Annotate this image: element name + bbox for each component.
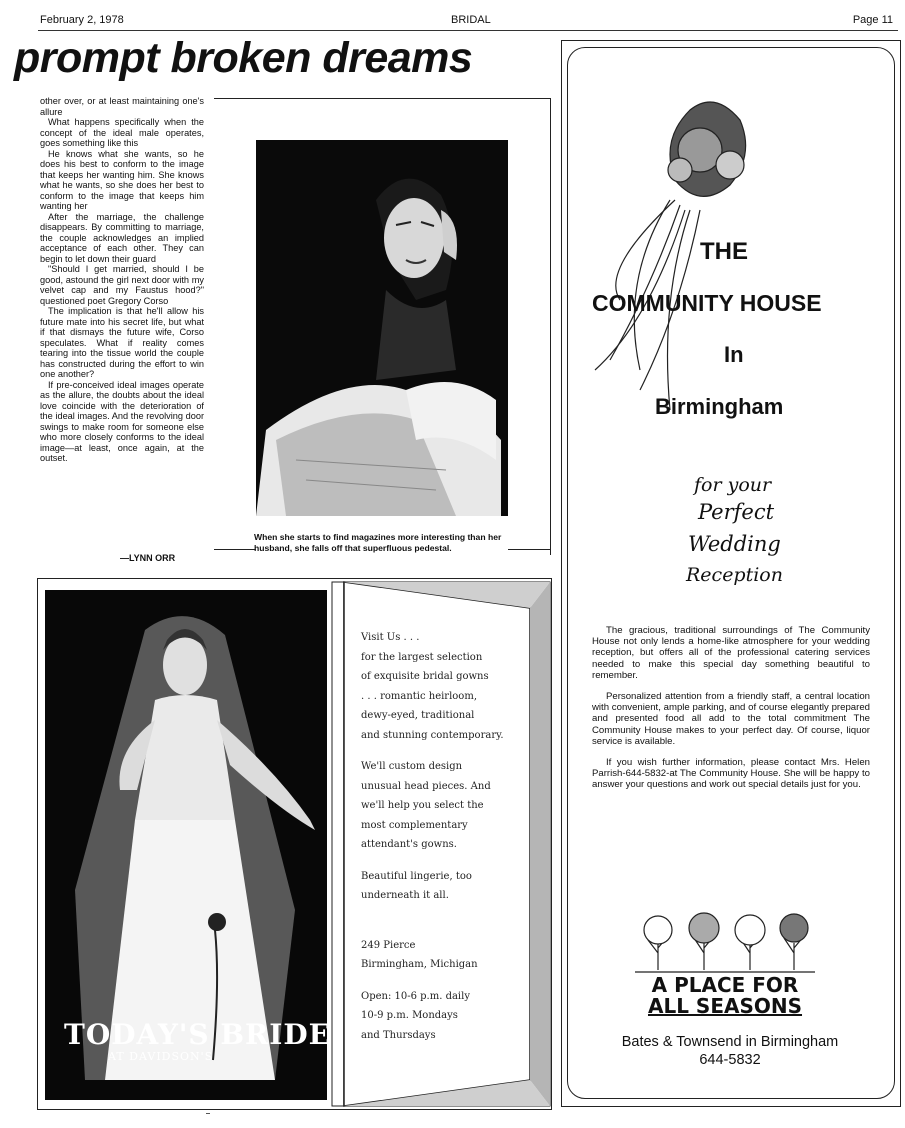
caption-rule — [214, 549, 256, 550]
seasons-line2: ALL SEASONS — [647, 994, 803, 1018]
script-line: Perfect — [698, 500, 775, 524]
ad-line: Open: 10-6 p.m. daily — [361, 990, 470, 1002]
article-paragraph: other over, or at least maintaining one's allure — [40, 96, 204, 117]
ad-line: Beautiful lingerie, too — [361, 870, 472, 882]
article-paragraph: If pre-conceived ideal images operate as the allure, the doubts about the ideal love coincide with the deterioration of the ideal images. And the revolving door swings to make room for someone else who more closely conforms to the ideal image—at least, once again, at the outset. — [40, 379, 204, 463]
page-header — [0, 14, 905, 30]
ad-line: and stunning contemporary. — [361, 729, 504, 741]
ad-line: of exquisite bridal gowns — [361, 671, 489, 682]
ad-line: 10-9 p.m. Mondays — [361, 1010, 458, 1021]
article-paragraph: "Should I get married, should I be good, astound the girl next door with my velvet cap and my Faustus hood?" questioned poet Gregory Corso — [40, 264, 204, 306]
ad-line: we'll help you select the — [361, 800, 484, 811]
photo-caption: When she starts to find magazines more interesting than her husband, she falls off that superfluous pedestal. — [254, 532, 502, 553]
footer-mark — [206, 1113, 210, 1114]
store-name: Bates & Townsend in Birmingham — [621, 1034, 839, 1050]
ad-line: Visit Us . . . — [361, 632, 420, 643]
article-body — [40, 96, 204, 464]
article-paragraph: After the marriage, the challenge disappears. By committing to marriage, the couple acknowledges an implied acceptance of each other. They can begin to let down their guard — [40, 211, 204, 264]
byline: —LYNN ORR — [120, 553, 176, 563]
ad-body — [592, 625, 870, 801]
script-line: Reception — [686, 564, 783, 586]
ad-heading-city: Birmingham — [655, 394, 784, 419]
ad-line: underneath it all. — [361, 890, 449, 901]
ad-gap — [361, 975, 531, 987]
ad-heading-name: COMMUNITY HOUSE — [592, 290, 822, 316]
ad-heading-the: THE — [700, 238, 748, 265]
ad-gap — [361, 906, 531, 936]
ad-gap — [361, 855, 531, 867]
ad-paragraph: The gracious, traditional surroundings of The Community House not only lends a home-like atmosphere for your wedding reception, but offers all of the professional catering services needed to make this special day something beautiful to remember. — [592, 625, 870, 681]
ad-line: for the largest selection — [361, 651, 483, 663]
bride-shop-logo: TODAY'S BRIDE — [64, 1018, 332, 1051]
ad-line: and Thursdays — [361, 1029, 436, 1041]
ad-gap — [361, 745, 531, 757]
bride-ad-copy — [361, 628, 531, 1045]
caption-rule — [508, 549, 551, 550]
headline: prompt broken dreams — [14, 34, 473, 82]
article-paragraph: What happens specifically when the concept of the ideal male operates, goes something like this — [40, 117, 204, 148]
ad-line: attendant's gowns. — [361, 839, 457, 850]
ad-line: . . . romantic heirloom, — [361, 690, 477, 702]
bouquet-icon — [580, 70, 800, 430]
ad-line: dewy-eyed, traditional — [361, 710, 475, 721]
article-paragraph: The implication is that he'll allow his future mate into his secret life, but what if that dismays the future wife, Corso speculates. What if reality comes tearing into the tissue world the couple has constructed during the effort to win one another? — [40, 306, 204, 379]
woman-reading-illustration — [256, 140, 508, 516]
article-paragraph: He knows what she wants, so he does his best to conform to the image that keeps her wanting him. She knows what he wants, so she does her best to conform to the image that keeps him wanting her — [40, 148, 204, 211]
header-rule — [38, 30, 898, 31]
page-number: Page 11 — [852, 14, 893, 26]
ad-line: 249 Pierce — [361, 939, 416, 951]
ad-heading-in: In — [724, 342, 744, 367]
ad-paragraph: If you wish further information, please contact Mrs. Helen Parrish-644-5832-at The Community House. She will be happy to answer your questions and work out special details just for you. — [592, 757, 870, 791]
store-info — [580, 1033, 880, 1069]
section-name: BRIDAL — [451, 14, 491, 26]
ad-paragraph: Personalized attention from a friendly staff, a central location with convenient, ample parking, and of course elegantly prepared and presented food all add to the total commitment The Community House makes to your perfect day. Of course, liquor service is available. — [592, 691, 870, 747]
trees-icon — [630, 908, 820, 978]
seasons-line1: A PLACE FOR — [651, 973, 799, 997]
woman-reading-photo — [256, 140, 508, 516]
seasons-slogan — [630, 975, 820, 1017]
store-phone: 644-5832 — [699, 1052, 761, 1068]
script-line: for your — [694, 474, 772, 496]
ad-line: unusual head pieces. And — [361, 780, 491, 792]
ad-line: Birmingham, Michigan — [361, 959, 478, 970]
issue-date: February 2, 1978 — [40, 14, 124, 26]
ad-line: most complementary — [361, 819, 468, 831]
ad-line: We'll custom design — [361, 761, 463, 772]
bride-shop-logo-sub: AT DAVIDSON'S — [108, 1050, 214, 1063]
script-line: Wedding — [688, 532, 781, 556]
